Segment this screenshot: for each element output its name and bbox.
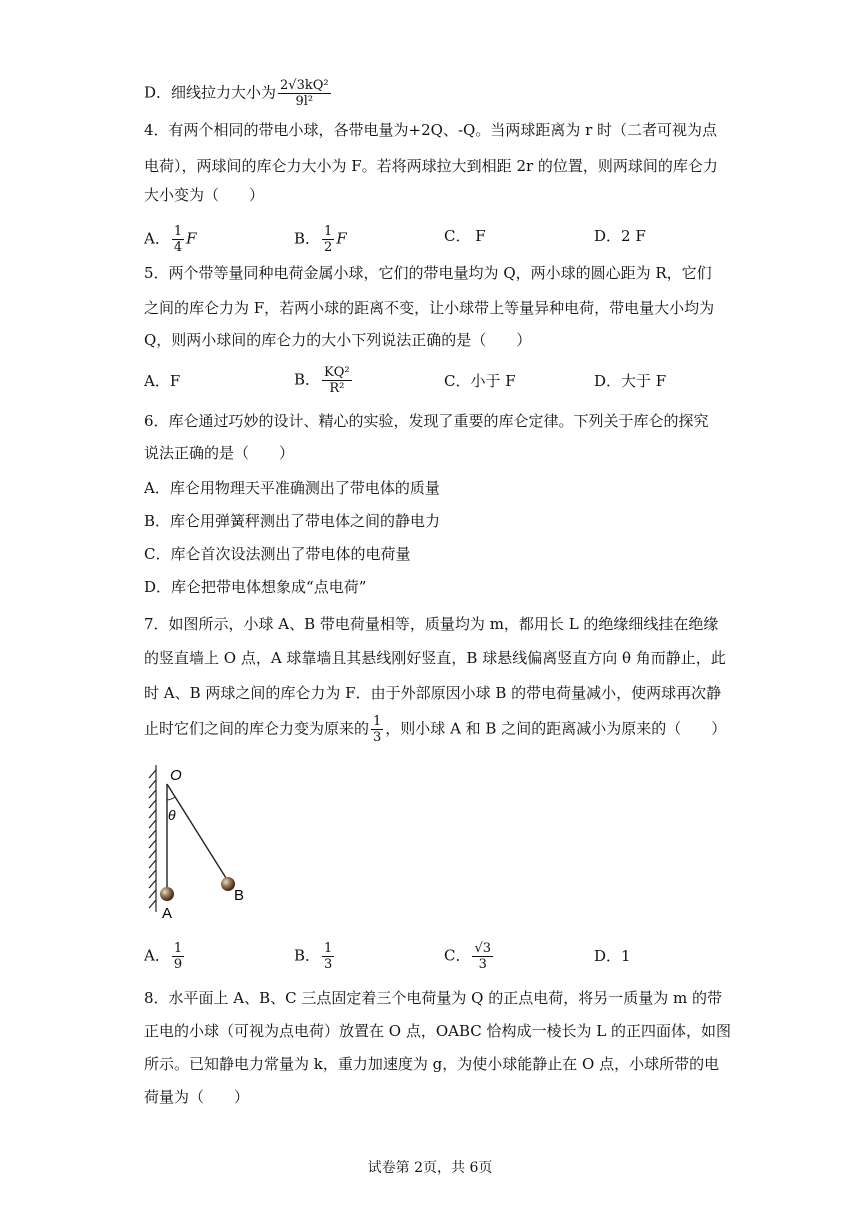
ball-a (160, 887, 174, 901)
q7-stem-line3: 时 A、B 两球之间的库仑力为 F．由于外部原因小球 B 的带电荷量减小，使两球再次静 (144, 684, 722, 702)
q7-stem-line4: 止时它们之间的库仑力变为原来的 $\frac{1}{3}$ ，则小球 A 和 B 之间的距离减小为原来的（ ） (144, 714, 727, 745)
q7-option-a[interactable]: A． $\frac{1}{9}$ (144, 941, 183, 972)
q6-stem-line2: 说法正确的是（ ） (144, 444, 295, 462)
q3-option-d-fraction: $\frac{\text{2√3kQ²}}{\text{9l²}}$ (280, 78, 329, 109)
q7-option-d[interactable]: D．1 (594, 947, 631, 965)
label-b: B (234, 887, 245, 904)
q5-option-d[interactable]: D．大于 F (594, 372, 667, 390)
q4-stem-line3: 大小变为（ ） (144, 186, 265, 204)
q4-stem-line2: 电荷），两球间的库仑力大小为 F。若将两球拉大到相距 2r 的位置，则两球间的库仑力 (144, 157, 718, 175)
q6-option-a[interactable]: A．库仑用物理天平准确测出了带电体的质量 (144, 479, 440, 497)
q7-stem-line2: 的竖直墙上 O 点，A 球靠墙且其悬线刚好竖直，B 球悬线偏离竖直方向 θ 角而静止，此 (144, 649, 726, 667)
q6-option-c[interactable]: C．库仑首次设法测出了带电体的电荷量 (144, 545, 411, 563)
q7-option-c[interactable]: C． $\frac{√3}{3}$ (444, 941, 492, 972)
q4-stem-line1: 4．有两个相同的带电小球，各带电量为+2Q、-Q。当两球距离为 r 时（二者可视为点 (144, 121, 718, 139)
q4-option-d[interactable]: D．2 F (594, 227, 646, 245)
wall-hatching (149, 765, 156, 912)
q7-figure (140, 760, 270, 925)
label-o: O (170, 767, 182, 784)
q8-stem-line3: 所示。已知静电力常量为 k，重力加速度为 g，为使小球能静止在 O 点，小球所带的电 (144, 1055, 720, 1073)
theta-arc (167, 797, 175, 800)
q4-option-b[interactable]: B． $\frac{1}{2}$ F (294, 224, 347, 255)
label-a: A (162, 905, 173, 922)
q6-stem-line1: 6．库仑通过巧妙的设计、精心的实验，发现了重要的库仑定律。下列关于库仑的探究 (144, 412, 709, 430)
q8-stem-line2: 正电的小球（可视为点电荷）放置在 O 点，OABC 恰构成一棱长为 L 的正四面体，如图 (144, 1022, 732, 1040)
q3-option-d (144, 78, 333, 109)
q5-option-a[interactable]: A．F (144, 372, 181, 390)
page-footer: 试卷第 2页，共 6页 (367, 1160, 493, 1176)
q4-option-c[interactable]: C． F (444, 227, 486, 245)
q3-option-d-text: D．细线拉力大小为 (144, 83, 277, 102)
q5-option-b[interactable]: B． $\frac{\text{KQ²}}{\text{R²}}$ (294, 365, 350, 396)
q8-stem-line1: 8．水平面上 A、B、C 三点固定着三个电荷量为 Q 的正点电荷，将另一质量为 m 的带 (144, 989, 723, 1007)
q7-option-b[interactable]: B． $\frac{1}{3}$ (294, 941, 333, 972)
q6-option-d[interactable]: D．库仑把带电体想象成“点电荷” (144, 578, 367, 596)
q5-option-c[interactable]: C．小于 F (444, 372, 516, 390)
q4-option-a[interactable]: A． $\frac{1}{4}$ F (144, 224, 197, 255)
q8-stem-line4: 荷量为（ ） (144, 1088, 250, 1106)
label-theta: θ (168, 807, 176, 823)
thread-b (167, 784, 226, 878)
q5-stem-line2: 之间的库仑力为 F，若两小球的距离不变，让小球带上等量异种电荷，带电量大小均为 (144, 299, 715, 317)
q5-stem-line3: Q，则两小球间的库仑力的大小下列说法正确的是（ ） (144, 331, 532, 349)
q5-stem-line1: 5．两个带等量同种电荷金属小球，它们的带电量均为 Q，两小球的圆心距为 R，它们 (144, 264, 712, 282)
q7-stem-line1: 7．如图所示，小球 A、B 带电荷量相等，质量均为 m，都用长 L 的绝缘细线挂在绝缘 (144, 615, 719, 633)
ball-b (221, 877, 235, 891)
q6-option-b[interactable]: B．库仑用弹簧秤测出了带电体之间的静电力 (144, 512, 441, 530)
